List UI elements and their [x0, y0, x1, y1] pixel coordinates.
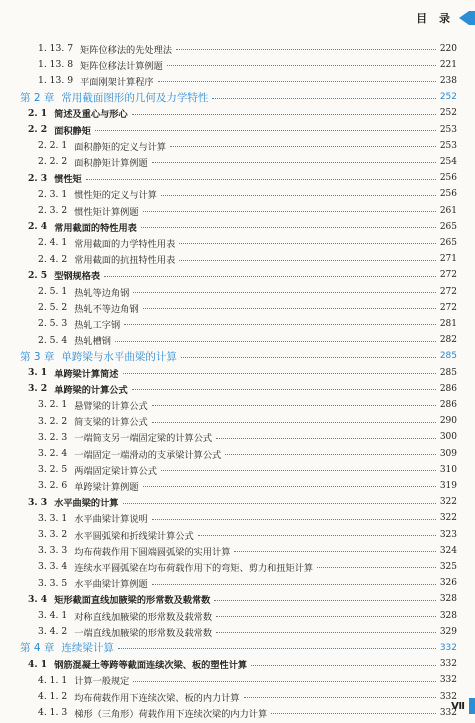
dot-leader — [216, 626, 436, 633]
toc-entry-number: 2. 5. 2 — [38, 302, 68, 314]
toc-entry-title: 热轧槽钢 — [74, 336, 111, 348]
toc-entry-number: 2. 1 — [28, 107, 48, 119]
dot-leader — [234, 545, 435, 552]
toc-subsection-row[interactable] — [0, 575, 475, 592]
header-title: 目 录 — [416, 12, 454, 25]
toc-entry-number: 3. 4. 2 — [38, 626, 68, 638]
dot-leader — [152, 399, 436, 406]
toc-section-row[interactable] — [0, 170, 475, 187]
toc-subsection-row[interactable] — [0, 704, 475, 721]
toc-chapter-row[interactable] — [0, 89, 475, 106]
toc-entry-page: 328 — [439, 594, 457, 605]
toc-subsection-row[interactable] — [0, 251, 475, 268]
toc-entry-title: 惯性矩的定义与计算 — [74, 190, 157, 202]
dot-leader — [161, 189, 436, 196]
toc-entry-page: 256 — [439, 173, 457, 184]
toc-entry-number: 2. 4 — [28, 221, 48, 233]
toc-section-row[interactable] — [0, 218, 475, 235]
toc-entry-number: 3. 2. 1 — [38, 399, 68, 411]
toc-entry-page: 272 — [439, 302, 457, 313]
toc-subsection-row[interactable] — [0, 413, 475, 430]
toc-entry-page: 254 — [439, 156, 457, 167]
toc-entry-page: 286 — [439, 383, 457, 394]
toc-entry-title: 惯性矩计算例题 — [74, 206, 139, 218]
toc-entry-title: 面积静矩 — [54, 125, 91, 137]
toc-entry-title: 均布荷载作用下圆端圆弧梁的实用计算 — [74, 546, 231, 558]
toc-entry-page: 281 — [439, 318, 457, 329]
toc-chapter-row[interactable] — [0, 348, 475, 365]
toc-entry-number: 3. 2. 6 — [38, 480, 68, 492]
page-footer — [451, 697, 475, 715]
toc-entry-number: 3. 3. 3 — [38, 545, 68, 557]
toc-entry-number: 3. 2. 5 — [38, 464, 68, 476]
toc-section-row[interactable] — [0, 591, 475, 608]
toc-entry-title: 矩形截面直线加腋梁的形常数及载常数 — [54, 595, 211, 607]
toc-section-row[interactable] — [0, 380, 475, 397]
toc-entry-title: 钢筋混凝土等跨等截面连续次梁、板的塑性计算 — [54, 660, 248, 672]
toc-entry-title: 单跨梁的计算公式 — [54, 384, 128, 396]
toc-entry-page: 253 — [439, 140, 457, 151]
toc-entry-page: 300 — [439, 432, 457, 443]
toc-entry-title: 矩阵位移法的先处理法 — [80, 44, 172, 56]
toc-entry-page: 265 — [439, 237, 457, 248]
toc-entry-number: 3. 2. 2 — [38, 415, 68, 427]
toc-section-row[interactable] — [0, 267, 475, 284]
toc-subsection-row[interactable] — [0, 526, 475, 543]
toc-section-row[interactable] — [0, 121, 475, 138]
toc-entry-number: 4. 1. 2 — [38, 691, 68, 702]
toc-entry-title: 型钢规格表 — [54, 271, 101, 283]
toc-entry-number: 3. 1 — [28, 367, 48, 378]
toc-entry-title: 热轧工字钢 — [74, 319, 121, 331]
toc-subsection-row[interactable] — [0, 607, 475, 624]
toc-entry-number: 第 2 章 — [20, 91, 55, 104]
toc-entry-page: 322 — [439, 513, 457, 524]
toc-entry-page: 238 — [439, 75, 457, 86]
dot-leader — [251, 659, 436, 666]
toc-entry-page: 322 — [439, 497, 457, 508]
dot-leader — [132, 383, 436, 390]
toc-entry-page: 332 — [439, 707, 457, 718]
toc-entry-number: 2. 4. 2 — [38, 253, 68, 265]
toc-entry-title: 矩阵位移法计算例题 — [80, 60, 163, 72]
toc-entry-page: 328 — [439, 610, 457, 621]
toc-entry-number: 2. 3. 2 — [38, 205, 68, 216]
toc-entry-title: 两端固定梁计算公式 — [74, 465, 157, 477]
page-number: Ⅶ — [451, 700, 465, 712]
toc-entry-title: 单跨梁计算例题 — [74, 481, 139, 493]
dot-leader — [123, 367, 436, 374]
dot-leader — [115, 335, 436, 342]
toc-entry-page: 332 — [439, 691, 457, 702]
dot-leader — [133, 286, 435, 293]
toc-entry-title: 一端固定一端滑动的支承梁计算公式 — [74, 449, 222, 461]
dot-leader — [123, 497, 436, 504]
dot-leader — [152, 578, 436, 585]
toc-entry-title: 单跨梁计算简述 — [54, 368, 119, 380]
toc-subsection-row[interactable] — [0, 477, 475, 494]
toc-entry-number: 3. 2. 4 — [38, 448, 68, 459]
toc-subsection-row[interactable] — [0, 429, 475, 446]
toc-entry-number: 3. 3. 1 — [38, 512, 68, 524]
toc-subsection-row[interactable] — [0, 234, 475, 251]
dot-leader — [143, 480, 436, 487]
toc-entry-page: 265 — [439, 221, 457, 232]
dot-leader — [143, 302, 436, 309]
toc-entry-title: 悬臂梁的计算公式 — [74, 400, 148, 412]
toc-subsection-row[interactable] — [0, 688, 475, 705]
toc-entry-number: 3. 2 — [28, 383, 48, 395]
toc-entry-number: 3. 3. 4 — [38, 561, 68, 573]
toc-entry-number: 4. 1. 1 — [38, 674, 68, 686]
dot-leader — [143, 205, 436, 212]
toc-entry-page: 253 — [439, 124, 457, 135]
toc-entry-number: 2. 4. 1 — [38, 237, 68, 249]
toc-entry-page: 326 — [439, 578, 457, 589]
toc-section-row[interactable] — [0, 494, 475, 511]
toc-entry-number: 1. 13. 8 — [38, 59, 74, 71]
dot-leader — [170, 140, 436, 147]
toc-entry-title: 梯形（三角形）荷载作用下连续次梁的内力计算 — [74, 708, 268, 720]
dot-leader — [317, 561, 436, 568]
dot-leader — [118, 642, 436, 649]
toc-entry-number: 第 4 章 — [20, 642, 55, 655]
toc-section-row[interactable] — [0, 656, 475, 673]
toc-subsection-row[interactable] — [0, 299, 475, 316]
dot-leader — [124, 318, 436, 325]
toc-entry-title: 水平曲梁计算说明 — [74, 514, 148, 526]
toc-entry-title: 简述及重心与形心 — [54, 109, 128, 121]
dot-leader — [86, 173, 436, 180]
toc-entry-page: 272 — [439, 286, 457, 297]
toc-entry-title: 均布荷载作用下连续次梁、板的内力计算 — [74, 692, 240, 704]
toc-entry-title: 常用截面的力学特性用表 — [74, 238, 176, 250]
toc-entry-title: 水平曲梁计算例题 — [74, 579, 148, 591]
toc-entry-page: 261 — [439, 205, 457, 216]
toc-entry-number: 1. 13. 9 — [38, 75, 74, 87]
toc-subsection-row[interactable] — [0, 186, 475, 203]
toc-entry-number: 4. 1 — [28, 658, 48, 670]
toc-entry-page: 285 — [439, 351, 457, 362]
toc-entry-number: 2. 5 — [28, 269, 48, 281]
dot-leader — [216, 432, 436, 439]
running-header — [416, 8, 475, 28]
toc-entry-title: 惯性矩 — [54, 174, 82, 186]
toc-section-row[interactable] — [0, 105, 475, 122]
toc-entry-page: 329 — [439, 626, 457, 637]
toc-entry-number: 2. 5. 3 — [38, 318, 68, 330]
toc-entry-number: 2. 3 — [28, 172, 48, 184]
toc-entry-title: 面积静矩计算例题 — [74, 157, 148, 169]
header-tab-marker — [459, 11, 469, 25]
dot-leader — [152, 416, 436, 423]
toc-subsection-row[interactable] — [0, 56, 475, 73]
dot-leader — [132, 108, 436, 115]
toc-entry-title: 水平圆弧梁和折线梁计算公式 — [74, 530, 194, 542]
dot-leader — [271, 707, 436, 714]
toc-entry-title: 热轧不等边角钢 — [74, 303, 139, 315]
toc-entry-page: 332 — [439, 675, 457, 686]
toc-entry-number: 2. 5. 4 — [38, 334, 68, 346]
toc-entry-page: 271 — [439, 254, 457, 265]
dot-leader — [216, 610, 436, 617]
toc-subsection-row[interactable] — [0, 283, 475, 300]
toc-entry-number: 2. 2 — [28, 124, 48, 135]
dot-leader — [198, 529, 436, 536]
toc-entry-number: 3. 3. 2 — [38, 529, 68, 540]
toc-entry-page: 252 — [439, 108, 457, 119]
toc-entry-number: 2. 3. 1 — [38, 188, 68, 200]
toc-entry-page: 309 — [439, 448, 457, 459]
toc-section-row[interactable] — [0, 364, 475, 381]
toc-entry-page: 319 — [439, 480, 457, 491]
dot-leader — [161, 464, 436, 471]
dot-leader — [244, 691, 436, 698]
toc-entry-page: 323 — [439, 529, 457, 540]
toc-subsection-row[interactable] — [0, 72, 475, 89]
header-edge-bar — [469, 11, 475, 25]
toc-subsection-row[interactable] — [0, 332, 475, 349]
toc-subsection-row[interactable] — [0, 315, 475, 332]
toc-entry-number: 3. 4. 1 — [38, 610, 68, 621]
toc-entry-page: 220 — [439, 43, 457, 54]
toc-entry-number: 3. 2. 3 — [38, 431, 68, 443]
toc-entry-page: 332 — [439, 659, 457, 670]
toc-entry-page: 272 — [439, 270, 457, 281]
toc-entry-page: 282 — [439, 335, 457, 346]
dot-leader — [133, 675, 435, 682]
toc-subsection-row[interactable] — [0, 623, 475, 640]
toc-subsection-row[interactable] — [0, 510, 475, 527]
toc-subsection-row[interactable] — [0, 396, 475, 413]
dot-leader — [212, 92, 435, 99]
dot-leader — [152, 513, 436, 520]
toc-subsection-row[interactable] — [0, 202, 475, 219]
dot-leader — [104, 270, 436, 277]
toc-entry-title: 常用截面图形的几何及力学特性 — [61, 91, 209, 104]
toc-entry-number: 3. 4 — [28, 593, 48, 605]
toc-entry-page: 252 — [439, 92, 457, 103]
dot-leader — [214, 594, 435, 601]
dot-leader — [176, 43, 436, 50]
toc-entry-number: 1. 13. 7 — [38, 43, 74, 54]
toc-subsection-row[interactable] — [0, 153, 475, 170]
toc-entry-title: 热轧等边角钢 — [74, 287, 130, 299]
dot-leader — [95, 124, 436, 131]
toc-entry-number: 3. 3. 5 — [38, 577, 68, 589]
toc-subsection-row[interactable] — [0, 461, 475, 478]
dot-leader — [225, 448, 436, 455]
toc-subsection-row[interactable] — [0, 445, 475, 462]
toc-subsection-row[interactable] — [0, 137, 475, 154]
toc-entry-page: 286 — [439, 399, 457, 410]
toc-entry-title: 计算一般规定 — [74, 676, 130, 688]
dot-leader — [179, 237, 436, 244]
toc-entry-number: 3. 3 — [28, 496, 48, 508]
dot-leader — [167, 59, 436, 66]
toc-entry-page: 290 — [439, 416, 457, 427]
toc-entry-number: 2. 2. 2 — [38, 156, 68, 168]
toc-entry-page: 256 — [439, 189, 457, 200]
toc-entry-page: 325 — [439, 561, 457, 572]
toc-entry-title: 连续水平圆弧梁在均布荷载作用下的弯矩、剪力和扭矩计算 — [74, 562, 314, 574]
dot-leader — [141, 221, 436, 228]
dot-leader — [179, 254, 436, 261]
toc-chapter-row[interactable] — [0, 639, 475, 656]
toc-entry-title: 对称直线加腋梁的形常数及载常数 — [74, 611, 213, 623]
toc-subsection-row[interactable] — [0, 40, 475, 57]
toc-entry-number: 2. 5. 1 — [38, 286, 68, 297]
dot-leader — [181, 351, 436, 358]
toc-subsection-row[interactable] — [0, 542, 475, 559]
toc-entry-title: 平面刚架计算程序 — [80, 76, 154, 88]
toc-entry-page: 324 — [439, 545, 457, 556]
dot-leader — [158, 75, 436, 82]
toc-entry-title: 常用截面的抗扭特性用表 — [74, 255, 176, 267]
toc-entry-page: 221 — [439, 59, 457, 70]
toc-entry-number: 2. 2. 1 — [38, 140, 68, 152]
dot-leader — [152, 156, 436, 163]
toc-entry-title: 连续梁计算 — [61, 642, 114, 655]
toc-entry-title: 一端直线加腋梁的形常数及载常数 — [74, 627, 213, 639]
toc-entry-number: 4. 1. 3 — [38, 707, 68, 719]
toc-entry-title: 水平曲梁的计算 — [54, 498, 119, 510]
toc-entry-title: 一端简支另一端固定梁的计算公式 — [74, 433, 213, 445]
toc-entry-number: 第 3 章 — [20, 350, 55, 363]
toc-entry-title: 简支梁的计算公式 — [74, 417, 148, 429]
toc-entry-title: 面积静矩的定义与计算 — [74, 141, 167, 153]
footer-edge-bar — [469, 698, 475, 714]
toc-entry-title: 常用截面的特性用表 — [54, 222, 137, 234]
toc-entry-page: 285 — [439, 367, 457, 378]
toc-entry-page: 332 — [439, 642, 457, 653]
toc-subsection-row[interactable] — [0, 672, 475, 689]
toc-entry-page: 310 — [439, 464, 457, 475]
toc-entry-title: 单跨梁与水平曲梁的计算 — [61, 350, 177, 363]
toc-subsection-row[interactable] — [0, 558, 475, 575]
